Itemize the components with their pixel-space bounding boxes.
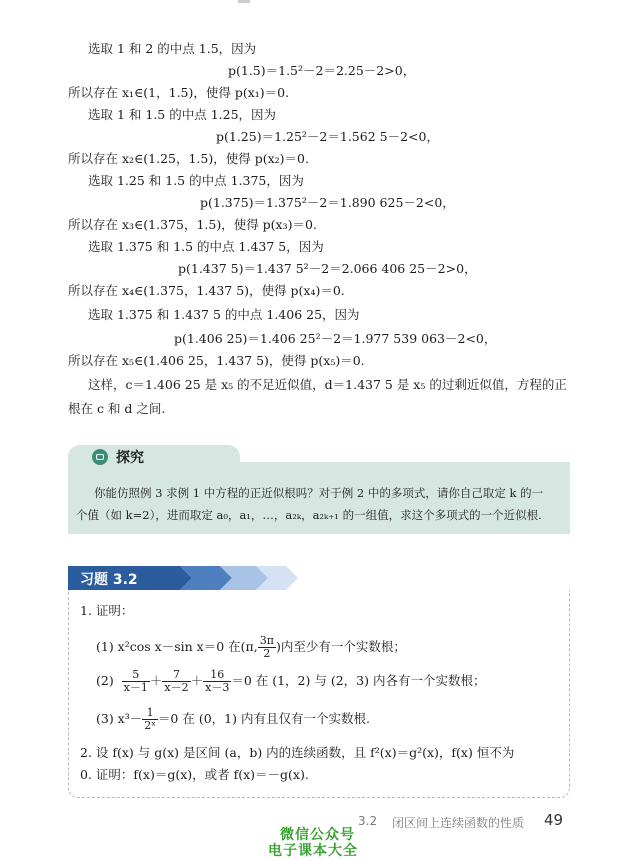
- step3-intro: 选取 1.25 和 1.5 的中点 1.375，因为: [88, 173, 304, 188]
- q1-3-frac-den: 2ˣ: [144, 719, 156, 732]
- q1-3-frac-num: 1: [142, 707, 158, 720]
- step5-conclusion: 所以存在 x₅∈(1.406 25，1.437 5)，使得 p(x₅)＝0.: [68, 353, 365, 368]
- question-1-1: [96, 632, 406, 662]
- step4-conclusion: 所以存在 x₄∈(1.375，1.437 5)，使得 p(x₄)＝0.: [68, 283, 345, 298]
- step5-equation: p(1.406 25)＝1.406 25²－2＝1.977 539 063－2<0，: [174, 331, 497, 346]
- watermark-line-1: 微信公众号: [280, 827, 355, 843]
- summary-line-2: 根在 c 和 d 之间.: [68, 401, 166, 416]
- exercise-title: 习题 3.2: [80, 572, 138, 588]
- q1-3-fraction: [142, 707, 158, 732]
- explore-title: 探究: [116, 450, 144, 466]
- summary-line-1: 这样，c＝1.406 25 是 x₅ 的不足近似值，d＝1.437 5 是 x₅ 的过剩近似值，方程的正: [88, 377, 567, 392]
- page-number: 49: [544, 811, 564, 829]
- watermark-line-2: 电子课本大全: [268, 843, 358, 859]
- step3-conclusion: 所以存在 x₃∈(1.375，1.5)，使得 p(x₃)＝0.: [68, 217, 317, 232]
- question-2-line-1: 2. 设 f(x) 与 g(x) 是区间 (a，b) 内的连续函数，且 f²(x)＝g²(x)，f(x) 恒不为: [80, 745, 515, 760]
- q1-1-pre: (1) x²cos x－sin x＝0 在: [96, 639, 241, 654]
- explore-line-1: 你能仿照例 3 求例 1 中方程的正近似根吗？对于例 2 中的多项式，请你自己取定 k 的一: [94, 486, 544, 500]
- q1-1-interval-left: (π,: [240, 639, 258, 654]
- q1-1-fraction: [258, 635, 276, 660]
- question-2-line-2: 0. 证明：f(x)＝g(x)，或者 f(x)＝－g(x).: [80, 767, 309, 782]
- step5-intro: 选取 1.375 和 1.437 5 的中点 1.406 25，因为: [88, 307, 360, 322]
- q1-3-post: ＝0 在 (0，1) 内有且仅有一个实数根.: [157, 711, 370, 726]
- q1-1-post: )内至少有一个实数根；: [275, 639, 406, 654]
- q1-2-frac1-den: x－1: [123, 681, 148, 694]
- question-1-3: [96, 704, 370, 734]
- step2-intro: 选取 1 和 1.5 的中点 1.25，因为: [88, 107, 277, 122]
- question-1-label: 1. 证明：: [80, 603, 134, 618]
- chat-bubble-icon: [92, 449, 108, 465]
- step4-equation: p(1.437 5)＝1.437 5²－2＝2.066 406 25－2>0，: [178, 261, 477, 276]
- q1-2-post: ＝0 在 (1，2) 与 (2，3) 内各有一个实数根；: [231, 673, 486, 688]
- step1-intro: 选取 1 和 2 的中点 1.5，因为: [88, 41, 257, 56]
- q1-2-frac3-den: x－3: [205, 681, 230, 694]
- q1-2-frac3-num: 16: [203, 669, 231, 682]
- step4-intro: 选取 1.375 和 1.5 的中点 1.437 5，因为: [88, 239, 324, 254]
- explore-line-2: 个值（如 k=2），进而取定 a₀，a₁，…，a₂ₖ，a₂ₖ₊₁ 的一组值，求这个多项式的一个近似根.: [76, 508, 542, 522]
- top-mark: [238, 0, 250, 3]
- q1-2-fraction-2: [162, 669, 190, 694]
- q1-1-frac-num: 3π: [259, 634, 274, 647]
- q1-2-fraction-3: [203, 669, 231, 694]
- step1-equation: p(1.5)＝1.5²－2＝2.25－2>0，: [228, 63, 416, 78]
- q1-2-label: (2): [96, 673, 114, 688]
- step1-conclusion: 所以存在 x₁∈(1，1.5)，使得 p(x₁)＝0.: [68, 85, 290, 100]
- q1-3-pre: (3) x³－: [96, 711, 143, 726]
- step3-equation: p(1.375)＝1.375²－2＝1.890 625－2<0，: [200, 195, 455, 210]
- step2-conclusion: 所以存在 x₂∈(1.25，1.5)，使得 p(x₂)＝0.: [68, 151, 309, 166]
- q1-1-frac-den: 2: [263, 647, 271, 660]
- q1-2-frac2-num: 7: [162, 669, 190, 682]
- q1-2-fraction-1: [122, 669, 150, 694]
- footer-section-number: 3.2: [358, 814, 378, 828]
- footer-section-title: 闭区间上连续函数的性质: [392, 816, 525, 830]
- question-1-2: (2) $\frac{5}{x-1}$ ＋ $\frac{7}{x-2}$ ＋ $\frac{16}{x-3}$ ＝0 在 (1，2) 与 (2，3) 内各有一个实数根；: [96, 668, 486, 694]
- step2-equation: p(1.25)＝1.25²－2＝1.562 5－2<0，: [216, 129, 439, 144]
- q1-2-frac2-den: x－2: [164, 681, 189, 694]
- q1-2-frac1-num: 5: [122, 669, 150, 682]
